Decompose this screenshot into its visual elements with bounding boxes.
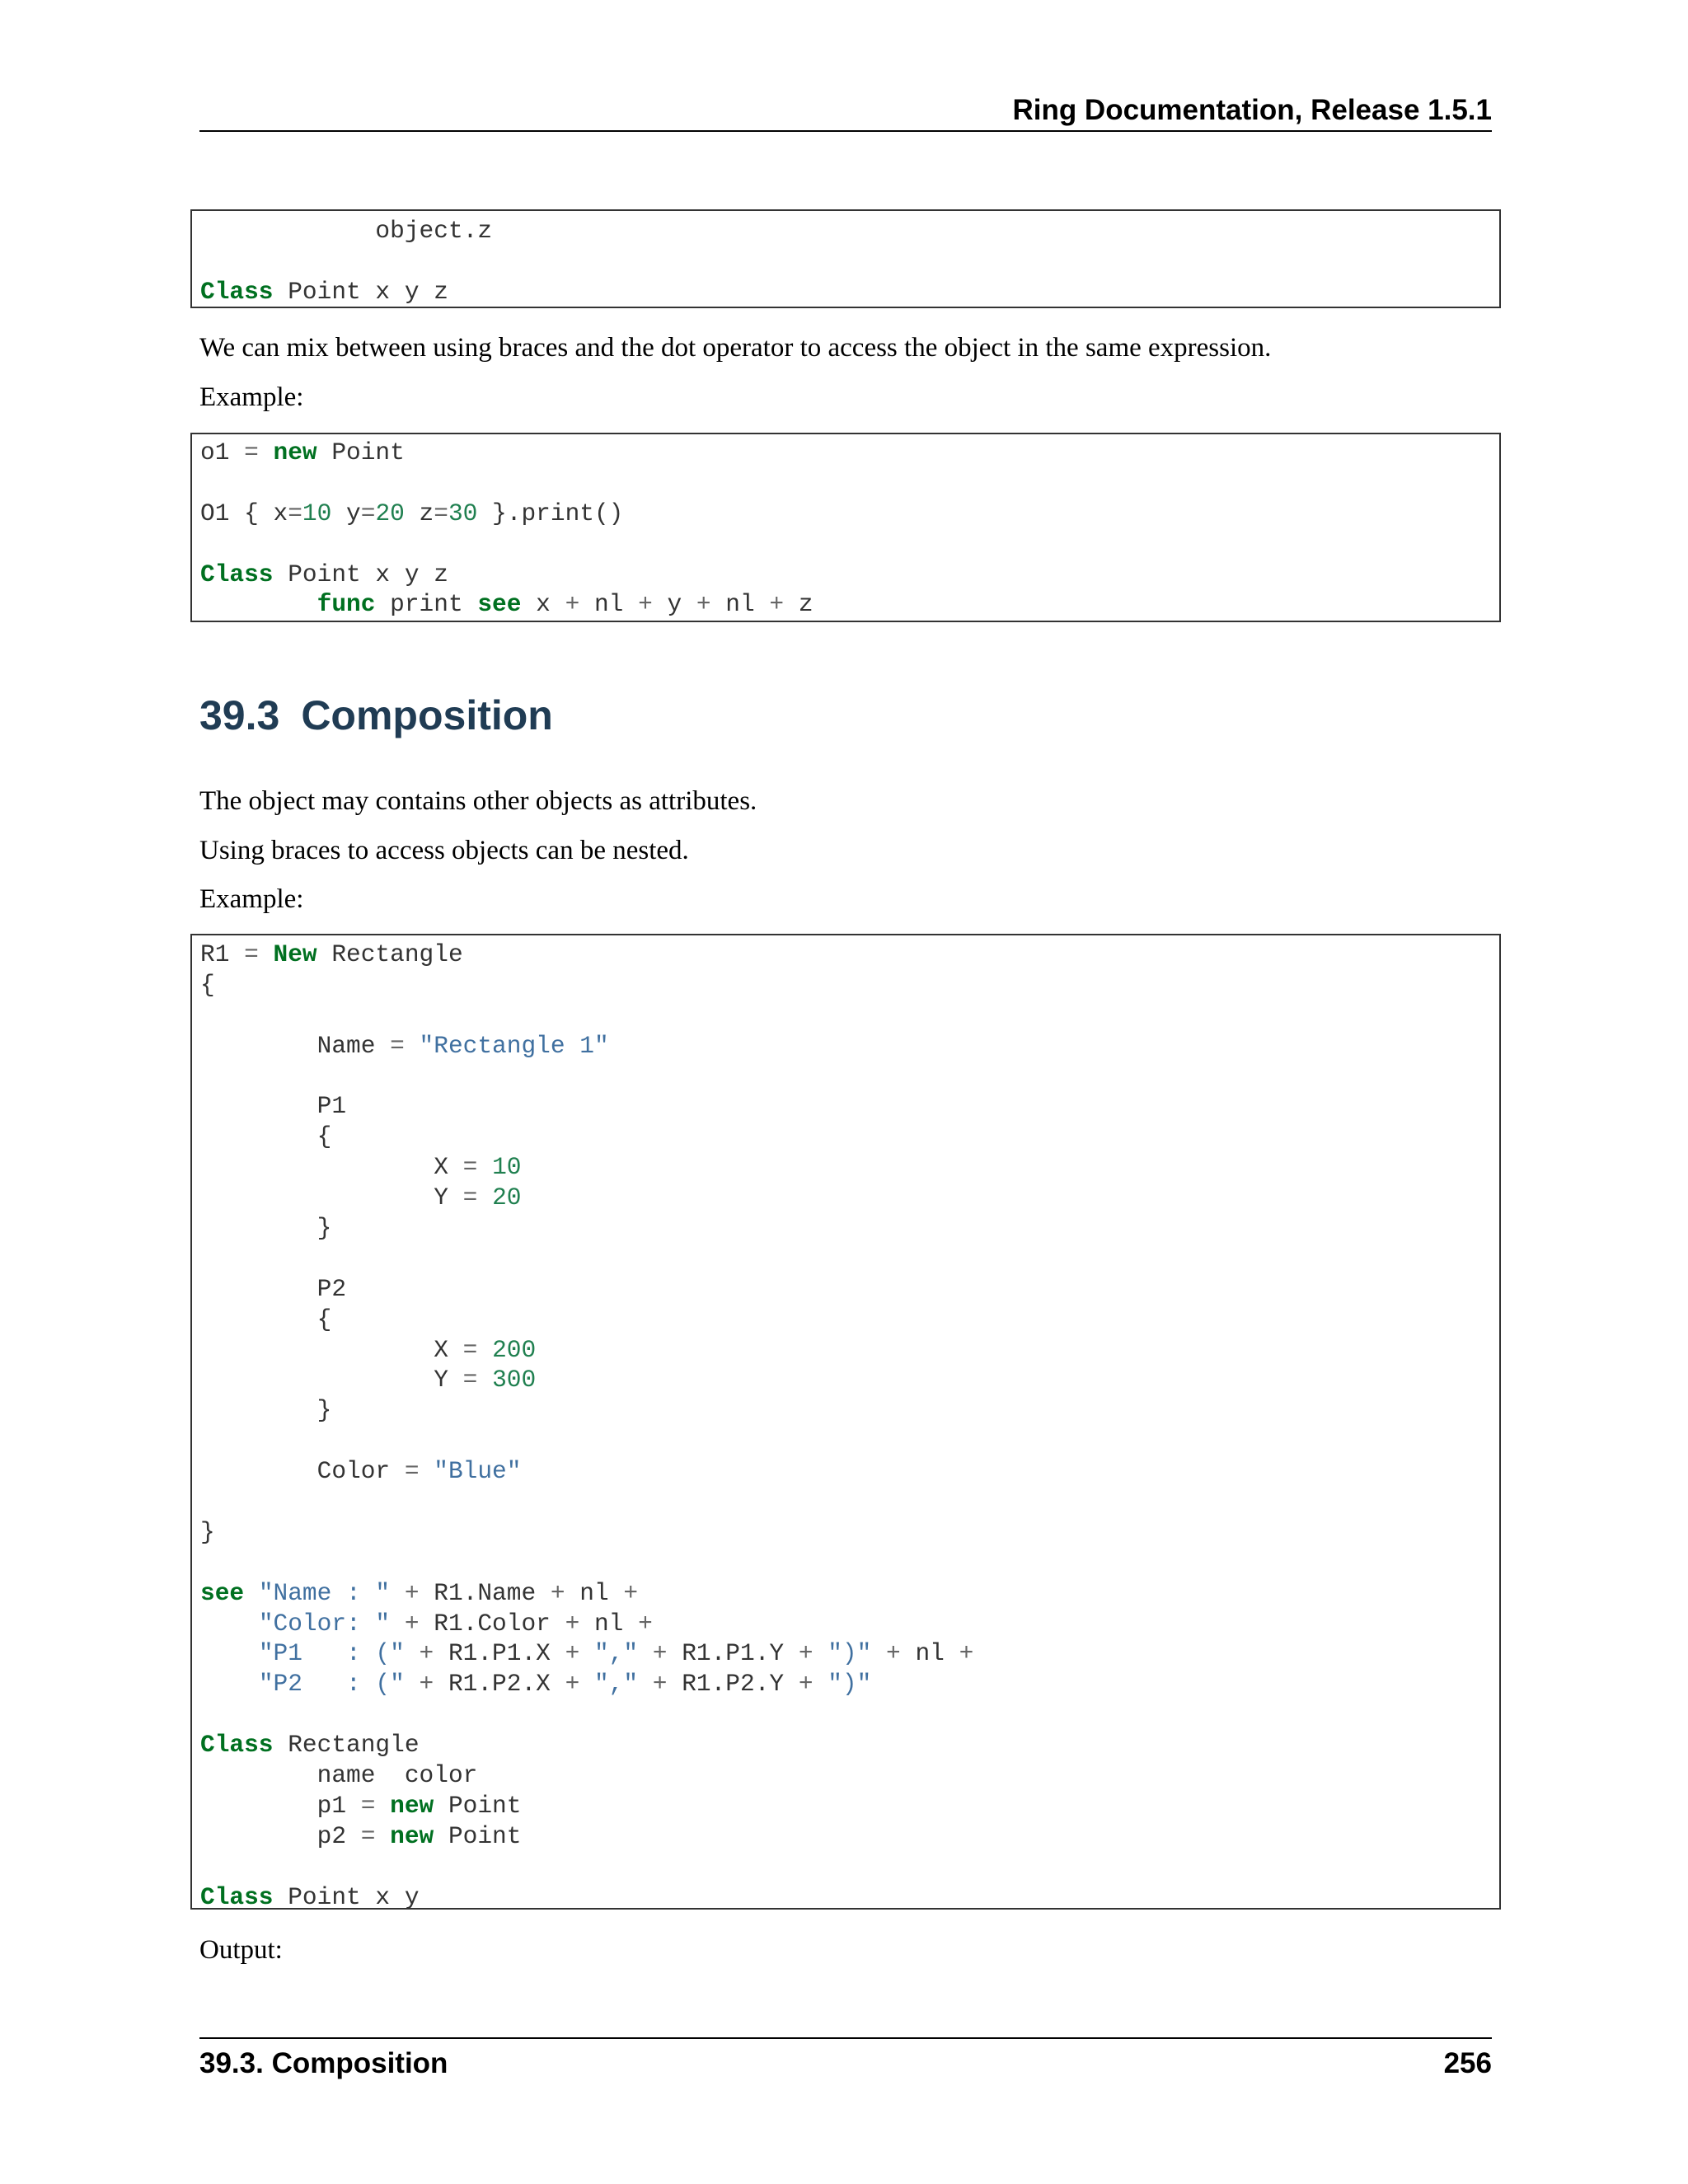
code-token: 10 (492, 1153, 522, 1182)
paragraph-output: Output: (199, 1935, 283, 1965)
code-token (477, 1366, 492, 1394)
code-token: p1 (200, 1791, 361, 1820)
code-token: "P1 : (" (258, 1639, 405, 1668)
code-token: = (404, 1457, 420, 1486)
code-token: Rectangle (273, 1731, 420, 1760)
code-token: + (638, 590, 653, 619)
code-line (200, 499, 1491, 529)
code-line (200, 1152, 1491, 1183)
code-line (200, 1001, 1491, 1031)
code-token: + (419, 1639, 434, 1668)
code-token: + (886, 1639, 901, 1668)
code-line (200, 1487, 1491, 1517)
code-line (200, 438, 1491, 468)
paragraph-nested-braces: Using braces to access objects can be nested. (199, 836, 689, 865)
code-line (200, 1031, 1491, 1062)
page-header: Ring Documentation, Release 1.5.1 (1012, 94, 1492, 126)
code-token: 30 (448, 499, 478, 527)
code-token: name color (200, 1761, 478, 1790)
code-block-2 (190, 433, 1501, 622)
code-line (200, 970, 1491, 1001)
code-token: = (244, 940, 259, 968)
code-token (390, 1610, 405, 1638)
code-token: + (565, 1639, 580, 1668)
code-token: nl (579, 590, 639, 619)
code-line (200, 1426, 1491, 1456)
code-token: "Blue" (434, 1457, 522, 1486)
code-token (390, 1579, 405, 1607)
paragraph-mix-braces: We can mix between using braces and the dot operator to access the object in the same expression. (199, 333, 1272, 363)
code-token: + (769, 590, 785, 619)
code-token (477, 1153, 492, 1181)
code-token: new (273, 438, 317, 466)
code-token: + (565, 1670, 580, 1699)
code-token: } (200, 1517, 215, 1546)
code-line (200, 1821, 1491, 1852)
code-token: = (360, 1821, 376, 1850)
code-token: = (360, 499, 376, 527)
code-token: Class (200, 277, 274, 306)
code-line (200, 1122, 1491, 1152)
code-token: + (652, 1639, 668, 1668)
code-token: "Rectangle 1" (419, 1031, 609, 1060)
code-token: + (404, 1578, 420, 1607)
code-token (200, 1670, 259, 1698)
code-token: nl (579, 1609, 639, 1638)
code-token: P1 (200, 1092, 347, 1121)
code-token (814, 1670, 828, 1698)
code-token: 300 (492, 1366, 537, 1394)
code-token (375, 1822, 390, 1850)
code-line (200, 1395, 1491, 1426)
code-token: + (798, 1639, 814, 1668)
code-token (259, 940, 274, 968)
code-token: 200 (492, 1335, 537, 1364)
section-title: Composition (301, 692, 553, 738)
code-token: R1.Name (419, 1578, 551, 1607)
code-token: "Name : " (258, 1578, 391, 1607)
code-token: nl (710, 590, 770, 619)
code-token: Point (434, 1821, 522, 1850)
code-line (200, 1852, 1491, 1882)
code-line (200, 1365, 1491, 1395)
code-line (200, 529, 1491, 560)
code-line (200, 1791, 1491, 1821)
code-block-3 (190, 934, 1501, 1910)
code-line (200, 1882, 1491, 1913)
code-token: + (550, 1578, 565, 1607)
code-line (200, 560, 1491, 590)
code-token: y (652, 590, 696, 619)
code-token: R1.P1.Y (667, 1639, 799, 1668)
code-line (200, 1183, 1491, 1213)
code-token: Color (200, 1457, 405, 1486)
code-token (200, 590, 317, 618)
code-token: ")" (828, 1639, 872, 1668)
code-line (200, 1609, 1491, 1639)
code-token (420, 1457, 434, 1485)
code-token: = (462, 1366, 478, 1394)
code-line (200, 1274, 1491, 1305)
code-token: { (200, 970, 215, 999)
code-token (477, 1183, 492, 1212)
code-token: Point x y z (273, 277, 448, 306)
paragraph-contains-objects: The object may contains other objects as attributes. (199, 786, 757, 816)
code-token (579, 1639, 594, 1667)
code-token: z (404, 499, 434, 527)
code-line (200, 1091, 1491, 1122)
code-token (871, 1639, 886, 1667)
code-token: "," (593, 1639, 639, 1668)
code-token: + (404, 1609, 420, 1638)
code-token: + (638, 1609, 653, 1638)
code-token: + (959, 1639, 974, 1668)
code-line (200, 1244, 1491, 1274)
code-token: + (565, 1609, 580, 1638)
code-line (200, 1213, 1491, 1244)
section-heading (199, 688, 553, 743)
code-token: "," (593, 1670, 639, 1699)
code-token: = (360, 1791, 376, 1820)
code-token: Point x y z (273, 560, 448, 588)
code-token: = (434, 499, 448, 527)
header-rule (199, 130, 1492, 132)
code-token: p2 (200, 1821, 361, 1850)
code-token: + (565, 590, 580, 619)
code-token: { (200, 1122, 332, 1151)
code-token (814, 1639, 828, 1667)
code-token (405, 1032, 420, 1060)
footer-section: 39.3. Composition (199, 2047, 448, 2079)
code-token: see (477, 590, 522, 619)
code-token: = (462, 1153, 478, 1182)
code-token: = (390, 1031, 405, 1060)
code-token: X (200, 1153, 463, 1182)
code-token (200, 1610, 259, 1638)
code-token (477, 1336, 492, 1364)
code-token: } (200, 1396, 332, 1425)
code-line (200, 468, 1491, 499)
code-line (200, 1730, 1491, 1760)
code-token: print (375, 590, 478, 619)
code-token: + (798, 1670, 814, 1699)
paragraph-example-1: Example: (199, 382, 304, 412)
code-token (638, 1670, 653, 1698)
section-number: 39.3 (199, 692, 280, 738)
code-token: 20 (375, 499, 405, 527)
code-token: Class (200, 560, 274, 588)
code-token: New (273, 940, 317, 968)
code-line (200, 277, 1491, 307)
code-token (244, 1579, 259, 1607)
code-token: + (419, 1670, 434, 1699)
code-token: new (390, 1821, 434, 1850)
code-token: y (331, 499, 361, 527)
code-token: z (784, 590, 814, 619)
code-line (200, 1305, 1491, 1335)
code-token: Point x y (273, 1882, 420, 1911)
paragraph-example-2: Example: (199, 884, 304, 914)
code-token: R1 (200, 940, 245, 968)
code-token: Y (200, 1183, 463, 1212)
code-token: ")" (828, 1670, 872, 1699)
code-token: = (288, 499, 302, 527)
code-token: nl (565, 1578, 624, 1607)
code-token: x (521, 590, 565, 619)
code-token: new (390, 1791, 434, 1820)
code-line (200, 1548, 1491, 1578)
code-token: 20 (492, 1183, 522, 1212)
code-token: R1.P2.X (434, 1670, 565, 1699)
code-token: Class (200, 1882, 274, 1911)
code-line (200, 1638, 1491, 1669)
code-token: Class (200, 1731, 274, 1760)
code-token: Point (316, 438, 405, 466)
code-token: R1.Color (419, 1609, 565, 1638)
code-block-1 (190, 209, 1501, 308)
code-token: = (462, 1183, 478, 1212)
code-token: }.print() (477, 499, 624, 527)
code-token: { (200, 1305, 332, 1333)
code-token: object.z (200, 217, 493, 245)
code-token: = (462, 1335, 478, 1364)
code-token: "P2 : (" (258, 1670, 405, 1699)
code-token: + (696, 590, 711, 619)
code-token (259, 438, 274, 466)
code-line (200, 246, 1491, 277)
code-line (200, 1456, 1491, 1487)
code-token: + (652, 1670, 668, 1699)
code-line (200, 1578, 1491, 1609)
code-token: 10 (302, 499, 332, 527)
code-token: R1.P1.X (434, 1639, 565, 1668)
footer-rule (199, 2037, 1492, 2039)
code-token: O1 { x (200, 499, 288, 527)
code-token: } (200, 1214, 332, 1243)
code-token: Name (200, 1031, 391, 1060)
code-token: Y (200, 1366, 463, 1394)
page-footer (199, 2042, 1492, 2085)
code-token: func (316, 590, 376, 619)
code-token (375, 1792, 390, 1820)
code-token: R1.P2.Y (667, 1670, 799, 1699)
code-token: + (623, 1578, 639, 1607)
code-token: nl (900, 1639, 959, 1668)
code-token: Rectangle (316, 940, 463, 968)
code-line (200, 1699, 1491, 1730)
code-token: Point (434, 1791, 522, 1820)
code-line (200, 1335, 1491, 1366)
code-token: P2 (200, 1274, 347, 1303)
code-token: o1 (200, 438, 245, 466)
code-line (200, 1760, 1491, 1791)
code-line (200, 589, 1491, 620)
code-line (200, 1062, 1491, 1092)
code-token (405, 1670, 420, 1698)
code-token: "Color: " (258, 1609, 391, 1638)
code-token (638, 1639, 653, 1667)
code-token (200, 1639, 259, 1667)
page-number: 256 (1443, 2047, 1492, 2079)
code-token: = (244, 438, 259, 466)
code-line (200, 1517, 1491, 1548)
code-token: X (200, 1335, 463, 1364)
code-token (579, 1670, 594, 1698)
code-token (405, 1639, 420, 1667)
code-line (200, 216, 1491, 246)
code-line (200, 940, 1491, 970)
code-line (200, 1669, 1491, 1699)
code-token: see (200, 1578, 245, 1607)
